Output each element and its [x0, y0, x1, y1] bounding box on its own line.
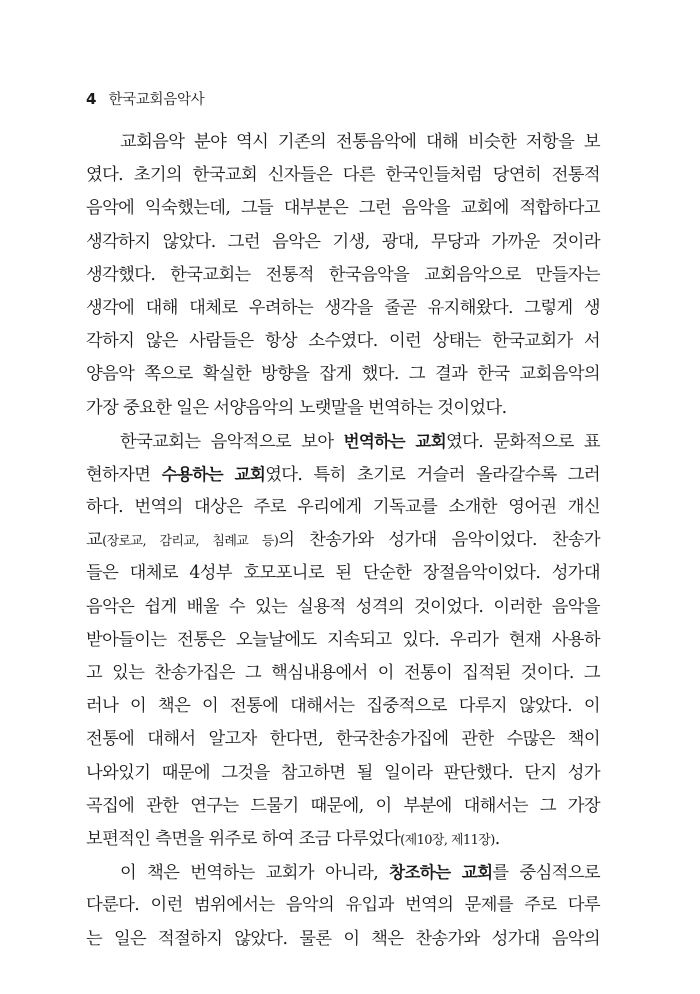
text-run: 교 [86, 530, 103, 551]
text-line: 가장 중요한 일은 서양음악의 노랫말을 번역하는 것이었다. [86, 397, 507, 418]
text-run: 였다. 특히 초기로 거슬러 올라갈수록 그러 [265, 464, 600, 485]
text-run: 를 중심적으로 [492, 863, 600, 884]
text-run: 이 책은 번역하는 교회가 아니라, [120, 863, 390, 884]
text-run: 였다. 문화적으로 표 [446, 431, 600, 452]
text-line [86, 856, 600, 889]
text-run: 보편적인 측면을 위주로 하여 조금 다루었다 [86, 828, 401, 849]
text-line: 하다. 번역의 대상은 주로 우리에게 기독교를 소개한 영어권 개신 [86, 497, 600, 518]
text-line: 는 일은 적절하지 않았다. 물론 이 책은 찬송가와 성가대 음악의 [86, 928, 600, 949]
body-text [86, 126, 600, 956]
text-line [86, 425, 600, 458]
page-header [86, 88, 204, 109]
text-line: 생각했다. 한국교회는 전통적 한국음악을 교회음악으로 만들자는 [86, 264, 600, 285]
text-line: 곡집에 관한 연구는 드물기 때문에, 이 부분에 대해서는 그 가장 [86, 795, 600, 816]
text-line: 생각하지 않았다. 그런 음악은 기생, 광대, 무당과 가까운 것이라 [86, 231, 600, 252]
page-number: 4 [86, 90, 97, 108]
text-line [86, 823, 600, 856]
emphasis-term: 수용하는 교회 [161, 464, 266, 484]
text-line: 각하지 않은 사람들은 항상 소수였다. 이런 상태는 한국교회가 서 [86, 331, 600, 352]
text-line: 양음악 쪽으로 확실한 방향을 잡게 했다. 그 결과 한국 교회음악의 [86, 364, 600, 385]
emphasis-term: 번역하는 교회 [343, 431, 447, 451]
text-line [86, 524, 600, 557]
text-line: 들은 대체로 4성부 호모포니로 된 단순한 장절음악이었다. 성가대 [86, 563, 600, 584]
running-title: 한국교회음악사 [108, 92, 205, 108]
text-line [86, 458, 600, 491]
text-run: . [494, 828, 500, 849]
text-line: 음악에 익숙했는데, 그들 대부분은 그런 음악을 교회에 적합하다고 [86, 198, 600, 219]
text-line: 전통에 대해서 알고자 한다면, 한국찬송가집에 관한 수많은 책이 [86, 729, 600, 750]
parenthetical: (장로교, 감리교, 침례교 등) [102, 534, 279, 550]
text-run: 한국교회는 음악적으로 보아 [120, 431, 344, 452]
text-line: 러나 이 책은 이 전통에 대해서는 집중적으로 다루지 않았다. 이 [86, 696, 600, 717]
parenthetical: (제10장, 제11장) [400, 832, 495, 848]
text-line: 다룬다. 이런 범위에서는 음악의 유입과 번역의 문제를 주로 다루 [86, 895, 600, 916]
text-line: 였다. 초기의 한국교회 신자들은 다른 한국인들처럼 당연히 전통적 [86, 165, 600, 186]
text-line: 받아들이는 전통은 오늘날에도 지속되고 있다. 우리가 현재 사용하 [86, 629, 600, 650]
text-run: 의 찬송가와 성가대 음악이었다. 찬송가 [278, 530, 601, 551]
text-line: 교회음악 분야 역시 기존의 전통음악에 대해 비슷한 저항을 보 [120, 132, 600, 152]
text-line: 고 있는 찬송가집은 그 핵심내용에서 이 전통이 집적된 것이다. 그 [86, 663, 600, 683]
text-line: 생각에 대해 대체로 우려하는 생각을 줄곧 유지해왔다. 그렇게 생 [86, 297, 600, 318]
emphasis-term: 창조하는 교회 [389, 863, 493, 883]
text-run: 현하자면 [86, 464, 162, 485]
text-line: 음악은 쉽게 배울 수 있는 실용적 성격의 것이었다. 이러한 음악을 [86, 596, 600, 617]
text-line: 나와있기 때문에 그것을 참고하면 될 일이라 판단했다. 단지 성가 [86, 762, 600, 783]
